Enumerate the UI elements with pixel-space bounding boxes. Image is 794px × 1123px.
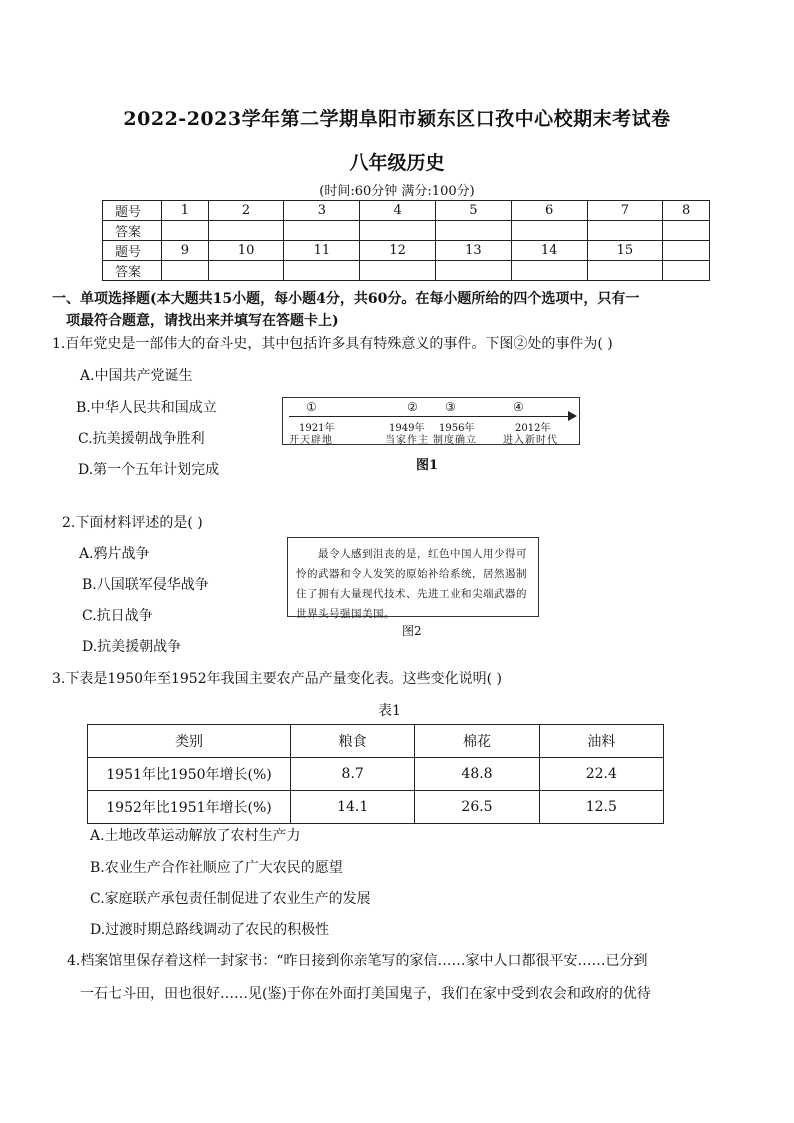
table-header-cell: 油料	[539, 725, 663, 758]
question-number: 12	[360, 241, 436, 261]
timeline-year: 1921年	[299, 423, 335, 434]
question-1-option-b[interactable]: B.中华人民共和国成立	[76, 400, 217, 416]
table-header-cell: 类别	[88, 725, 291, 758]
question-1-stem: 1.百年党史是一部伟大的奋斗史，其中包括许多具有特殊意义的事件。下图②处的事件为( )	[52, 336, 613, 352]
question-1-option-c[interactable]: C.抗美援朝战争胜利	[78, 431, 205, 447]
table-cell: 22.4	[539, 758, 663, 791]
question-1-option-a[interactable]: A.中国共产党诞生	[80, 368, 193, 384]
question-number: 7	[587, 201, 663, 221]
timeline-axis	[289, 416, 569, 417]
exam-time-score: (时间:60分钟 满分:100分)	[319, 184, 475, 199]
question-number: 10	[208, 241, 284, 261]
timeline-event: 开天辟地	[289, 435, 333, 446]
table-cell: 1952年比1951年增长(%)	[88, 791, 291, 824]
answer-cell[interactable]	[162, 221, 209, 241]
table-header-cell: 粮食	[291, 725, 415, 758]
timeline-year: 1956年	[439, 423, 475, 434]
question-3-option-a[interactable]: A.土地改革运动解放了农村生产力	[90, 828, 301, 844]
answer-cell[interactable]	[511, 221, 587, 241]
answer-table	[102, 200, 710, 281]
question-2-option-b[interactable]: B.八国联军侵华战争	[82, 577, 209, 593]
section-heading	[52, 288, 742, 332]
question-4-line: 4.档案馆里保存着这样一封家书：“昨日接到你亲笔写的家信……家中人口都很平安……已分到	[67, 953, 648, 969]
section-heading-line: 一、单项选择题(本大题共15小题，每小题4分，共60分。在每小题所给的四个选项中，只有一	[52, 291, 640, 307]
answer-table-answer-row	[103, 261, 710, 281]
timeline-event: 当家作主	[385, 435, 429, 446]
section-heading-line: 项最符合题意，请找出来并填写在答题卡上)	[66, 313, 339, 329]
question-2-stem: 2.下面材料评述的是( )	[62, 515, 203, 531]
question-2-option-a[interactable]: A.鸦片战争	[79, 546, 150, 562]
question-3-option-b[interactable]: B.农业生产合作社顺应了广大农民的愿望	[90, 860, 343, 876]
row-label: 答案	[103, 221, 162, 241]
exam-subtitle: 八年级历史	[349, 152, 445, 174]
answer-table-answer-row	[103, 221, 710, 241]
answer-cell[interactable]	[284, 261, 360, 281]
question-2-option-d[interactable]: D.抗美援朝战争	[82, 639, 182, 655]
question-number: 2	[208, 201, 284, 221]
timeline-event: 进入新时代	[503, 435, 558, 446]
timeline-year: 2012年	[515, 423, 551, 434]
answer-cell[interactable]	[360, 221, 436, 241]
timeline-marker: ①	[306, 400, 317, 414]
answer-cell[interactable]	[162, 261, 209, 281]
answer-cell[interactable]	[208, 221, 284, 241]
table-cell: 14.1	[291, 791, 415, 824]
table-cell: 1951年比1950年增长(%)	[88, 758, 291, 791]
answer-cell[interactable]	[663, 261, 710, 281]
row-label: 答案	[103, 261, 162, 281]
question-3-option-d[interactable]: D.过渡时期总路线调动了农民的积极性	[90, 922, 330, 938]
table-row	[88, 758, 664, 791]
question-number: 11	[284, 241, 360, 261]
row-label: 题号	[103, 201, 162, 221]
question-3-stem: 3.下表是1950年至1952年我国主要农产品产量变化表。这些变化说明( )	[52, 671, 502, 687]
answer-cell[interactable]	[284, 221, 360, 241]
figure-2-quote-box: 最令人感到沮丧的是，红色中国人用少得可怜的武器和令人发笑的原始补给系统，居然遏制住了拥有大量现代技术、先进工业和尖端武器的世界头号强国美国。	[287, 537, 539, 617]
question-2-option-c[interactable]: C.抗日战争	[82, 608, 153, 624]
table-row	[88, 791, 664, 824]
production-growth-table	[87, 724, 664, 824]
timeline-arrow-icon	[568, 411, 577, 421]
table-cell: 12.5	[539, 791, 663, 824]
answer-cell[interactable]	[435, 261, 511, 281]
question-number: 3	[284, 201, 360, 221]
question-number: 8	[663, 201, 710, 221]
answer-table-number-row	[103, 201, 710, 221]
timeline-marker: ②	[407, 400, 418, 414]
answer-cell[interactable]	[587, 261, 663, 281]
timeline-marker: ③	[445, 400, 456, 414]
figure-1-timeline	[282, 397, 580, 445]
question-number: 14	[511, 241, 587, 261]
question-number: 6	[511, 201, 587, 221]
answer-cell[interactable]	[208, 261, 284, 281]
question-3-option-c[interactable]: C.家庭联产承包责任制促进了农业生产的发展	[90, 891, 371, 907]
question-1-option-d[interactable]: D.第一个五年计划完成	[78, 462, 220, 478]
table-cell: 48.8	[415, 758, 539, 791]
table-cell: 8.7	[291, 758, 415, 791]
question-number: 15	[587, 241, 663, 261]
question-number: 9	[162, 241, 209, 261]
table-cell: 26.5	[415, 791, 539, 824]
timeline-year: 1949年	[389, 423, 425, 434]
timeline-marker: ④	[513, 400, 524, 414]
answer-cell[interactable]	[511, 261, 587, 281]
answer-cell[interactable]	[587, 221, 663, 241]
answer-cell[interactable]	[435, 221, 511, 241]
table-header-cell: 棉花	[415, 725, 539, 758]
exam-title: 2022-2023学年第二学期阜阳市颍东区口孜中心校期末考试卷	[123, 108, 671, 130]
row-label: 题号	[103, 241, 162, 261]
question-number: 4	[360, 201, 436, 221]
table-1-title: 表1	[378, 703, 401, 719]
timeline-event: 制度确立	[433, 435, 477, 446]
answer-cell[interactable]	[663, 221, 710, 241]
question-4-line: 一石七斗田，田也很好……见(鉴)于你在外面打美国鬼子，我们在家中受到农会和政府的优待	[80, 986, 651, 1002]
question-number: 1	[162, 201, 209, 221]
question-number	[663, 241, 710, 261]
figure-1-caption: 图1	[416, 458, 439, 473]
question-number: 13	[435, 241, 511, 261]
figure-2-caption: 图2	[402, 624, 422, 638]
question-number: 5	[435, 201, 511, 221]
answer-cell[interactable]	[360, 261, 436, 281]
answer-table-number-row	[103, 241, 710, 261]
table-header-row	[88, 725, 664, 758]
